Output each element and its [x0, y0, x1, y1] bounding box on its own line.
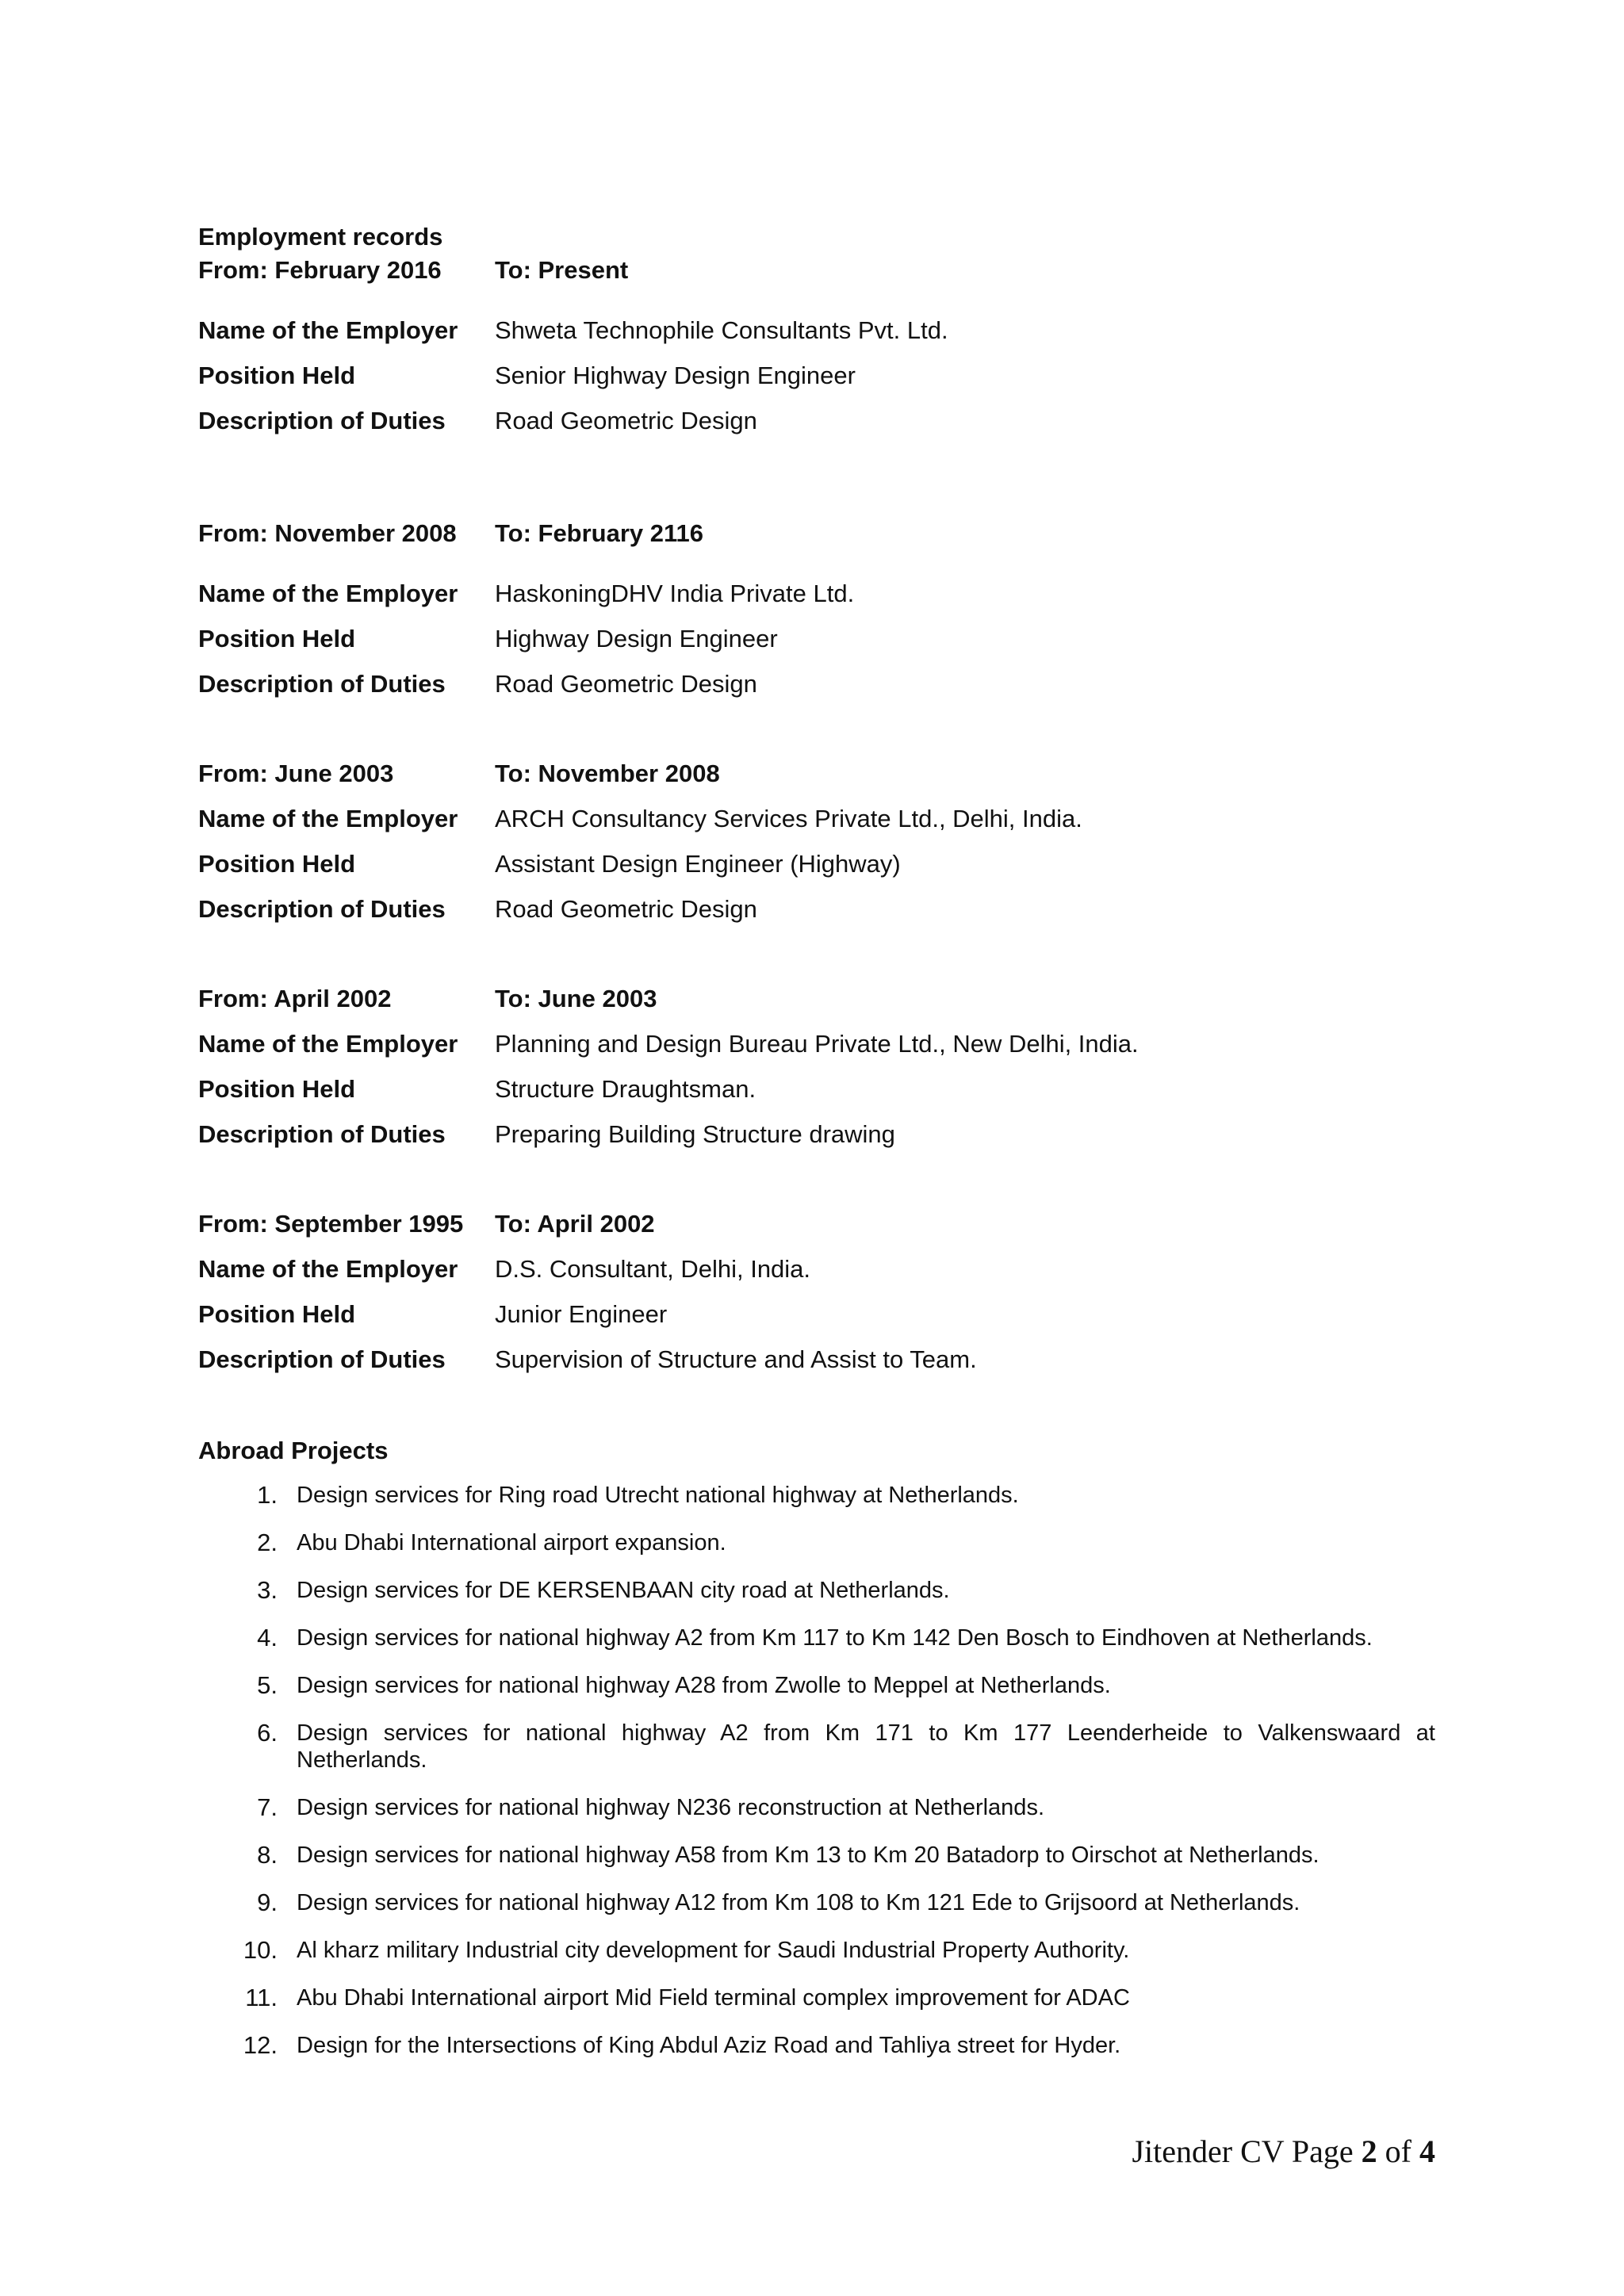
footer-prefix: Jitender CV Page [1132, 2133, 1362, 2169]
list-item-number: 8. [257, 1841, 278, 1869]
spacer [198, 1163, 1435, 1207]
employment-records-heading: Employment records [198, 223, 443, 251]
employer-value: HaskoningDHV India Private Ltd. [495, 580, 855, 607]
duties-value: Road Geometric Design [495, 407, 757, 434]
list-item-number: 7. [257, 1793, 278, 1821]
spacer [198, 713, 1435, 757]
employer-row [198, 577, 1435, 622]
position-label: Position Held [198, 362, 356, 389]
list-item-text: Design services for national highway A2 from Km 117 to Km 142 Den Bosch to Eindhoven at Netherlands. [297, 1625, 1373, 1651]
list-item-number: 6. [257, 1719, 278, 1747]
record-to: To: June 2003 [495, 985, 657, 1012]
footer-total-pages: 4 [1419, 2133, 1435, 2169]
record-dates [198, 254, 1435, 314]
duties-value: Road Geometric Design [495, 670, 757, 698]
duties-label: Description of Duties [198, 670, 446, 698]
position-value: Senior Highway Design Engineer [495, 362, 856, 389]
position-row [198, 848, 1435, 893]
position-label: Position Held [198, 850, 356, 878]
employment-record [198, 254, 1435, 450]
employer-value: D.S. Consultant, Delhi, India. [495, 1255, 811, 1283]
spacer [198, 938, 1435, 982]
footer-of: of [1377, 2133, 1419, 2169]
list-item-text: Design services for national highway A12 from Km 108 to Km 121 Ede to Grijsoord at Netherlands. [297, 1890, 1300, 1915]
list-item [198, 1624, 1435, 1651]
duties-row [198, 404, 1435, 450]
position-label: Position Held [198, 1300, 356, 1328]
list-item-text: Abu Dhabi International airport expansion. [297, 1530, 726, 1556]
list-item-text: Design services for DE KERSENBAAN city road at Netherlands. [297, 1578, 950, 1603]
employer-label: Name of the Employer [198, 805, 458, 832]
record-to: To: February 2116 [495, 519, 704, 547]
list-item [198, 1794, 1435, 1821]
list-item [198, 1577, 1435, 1604]
list-item [198, 1672, 1435, 1699]
list-item [198, 1529, 1435, 1556]
position-value: Assistant Design Engineer (Highway) [495, 850, 901, 878]
employer-row [198, 802, 1435, 848]
employer-row [198, 1253, 1435, 1298]
employment-record [198, 1207, 1435, 1388]
list-item-number: 2. [257, 1529, 278, 1556]
list-item-number: 12. [243, 2031, 278, 2059]
duties-label: Description of Duties [198, 895, 446, 923]
record-dates [198, 982, 1435, 1027]
duties-row [198, 668, 1435, 713]
abroad-projects-list [198, 1482, 1435, 2059]
duties-label: Description of Duties [198, 1120, 446, 1148]
position-row [198, 1073, 1435, 1118]
employer-label: Name of the Employer [198, 1030, 458, 1058]
employer-row [198, 1027, 1435, 1073]
list-item [198, 1482, 1435, 1509]
footer-page-number: 2 [1361, 2133, 1377, 2169]
employer-value: ARCH Consultancy Services Private Ltd., Delhi, India. [495, 805, 1082, 832]
position-value: Structure Draughtsman. [495, 1075, 756, 1103]
list-item-text: Design for the Intersections of King Abdul Aziz Road and Tahliya street for Hyder. [297, 2033, 1121, 2058]
position-row [198, 622, 1435, 668]
spacer [198, 450, 1435, 517]
position-value: Highway Design Engineer [495, 625, 778, 652]
record-to: To: April 2002 [495, 1210, 655, 1238]
list-item [198, 1937, 1435, 1964]
record-from: From: September 1995 [198, 1210, 464, 1238]
list-item-text: Abu Dhabi International airport Mid Field terminal complex improvement for ADAC [297, 1985, 1130, 2011]
list-item-number: 4. [257, 1624, 278, 1651]
list-item [198, 1984, 1435, 2011]
list-item-text: Design services for national highway N236 reconstruction at Netherlands. [297, 1795, 1044, 1820]
position-label: Position Held [198, 625, 356, 652]
position-row [198, 359, 1435, 404]
record-from: From: November 2008 [198, 519, 457, 547]
list-item-number: 10. [243, 1936, 278, 1964]
list-item [198, 1842, 1435, 1869]
list-item-text: Design services for national highway A28 from Zwolle to Meppel at Netherlands. [297, 1673, 1111, 1698]
list-item [198, 1889, 1435, 1916]
employment-record [198, 517, 1435, 713]
list-item-number: 1. [257, 1481, 278, 1509]
list-item-number: 9. [257, 1888, 278, 1916]
page-content [198, 220, 1435, 2080]
list-item [198, 2032, 1435, 2059]
position-value: Junior Engineer [495, 1300, 668, 1328]
employer-row [198, 314, 1435, 359]
list-item-number: 11. [245, 1984, 278, 2011]
record-to: To: November 2008 [495, 760, 720, 787]
employment-record [198, 982, 1435, 1163]
list-item-text: Design services for national highway A2 from Km 171 to Km 177 Leenderheide to Valkenswaard at Netherlands. [297, 1720, 1435, 1773]
list-item-text: Design services for Ring road Utrecht national highway at Netherlands. [297, 1483, 1019, 1508]
duties-row [198, 1343, 1435, 1388]
duties-value: Road Geometric Design [495, 895, 757, 923]
duties-label: Description of Duties [198, 407, 446, 434]
record-dates [198, 1207, 1435, 1253]
position-row [198, 1298, 1435, 1343]
position-label: Position Held [198, 1075, 356, 1103]
employer-value: Shweta Technophile Consultants Pvt. Ltd. [495, 316, 948, 344]
record-from: From: February 2016 [198, 256, 442, 284]
employer-value: Planning and Design Bureau Private Ltd., New Delhi, India. [495, 1030, 1139, 1058]
abroad-projects-heading: Abroad Projects [198, 1437, 389, 1464]
record-dates [198, 517, 1435, 577]
list-item [198, 1720, 1435, 1774]
duties-value: Supervision of Structure and Assist to Team. [495, 1345, 977, 1373]
record-dates [198, 757, 1435, 802]
duties-value: Preparing Building Structure drawing [495, 1120, 895, 1148]
employer-label: Name of the Employer [198, 580, 458, 607]
duties-row [198, 893, 1435, 938]
employment-record [198, 757, 1435, 938]
record-from: From: April 2002 [198, 985, 392, 1012]
spacer [198, 1388, 1435, 1433]
employer-label: Name of the Employer [198, 316, 458, 344]
record-from: From: June 2003 [198, 760, 394, 787]
duties-label: Description of Duties [198, 1345, 446, 1373]
duties-row [198, 1118, 1435, 1163]
list-item-text: Design services for national highway A58 from Km 13 to Km 20 Batadorp to Oirschot at Netherlands. [297, 1843, 1320, 1868]
list-item-text: Al kharz military Industrial city development for Saudi Industrial Property Authority. [297, 1938, 1130, 1963]
list-item-number: 5. [257, 1671, 278, 1699]
employer-label: Name of the Employer [198, 1255, 458, 1283]
record-to: To: Present [495, 256, 629, 284]
list-item-number: 3. [257, 1576, 278, 1604]
page-footer [1132, 2133, 1435, 2170]
